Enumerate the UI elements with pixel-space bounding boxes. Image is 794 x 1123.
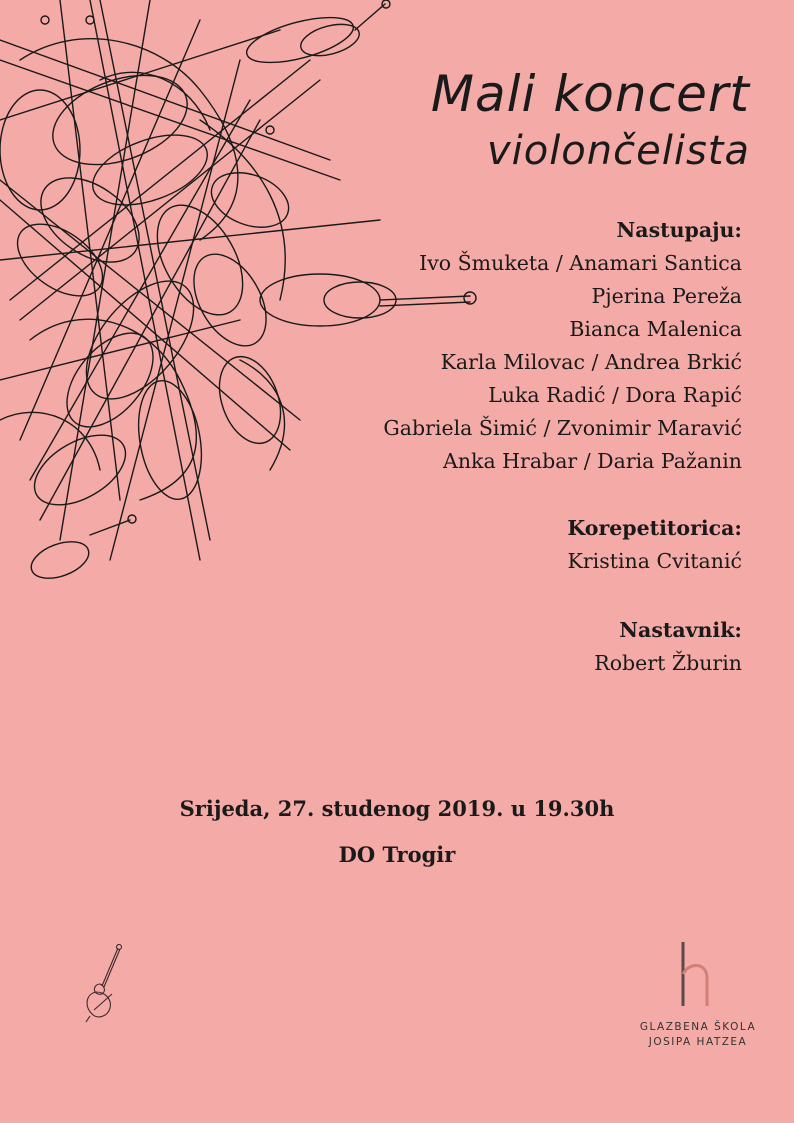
performer-name: Karla Milovac / Andrea Brkić [440,350,742,374]
teacher-name: Robert Žburin [594,651,742,675]
concert-title [431,62,750,176]
school-logo-h [673,940,723,1008]
teacher-section [594,614,742,680]
performer-name: Luka Radić / Dora Rapić [488,383,742,407]
title-line-1: Mali koncert [430,65,750,123]
teacher-heading: Nastavnik: [619,618,742,642]
performer-name: Pjerina Pereža [591,284,742,308]
title-line-2: violončelista [486,128,750,174]
accompanist-heading: Korepetitorica: [567,516,742,540]
school-name-line-1: GLAZBENA ŠKOLA [639,1021,757,1033]
performers-section [383,214,742,478]
performers-heading: Nastupaju: [616,218,742,242]
performer-name: Bianca Malenica [569,317,742,341]
event-datetime: Srijeda, 27. studenog 2019. u 19.30h [179,796,615,821]
performer-name: Ivo Šmuketa / Anamari Santica [419,251,742,275]
accompanist-name: Kristina Cvitanić [567,549,742,573]
event-venue: DO Trogir [338,842,456,867]
performer-name: Gabriela Šimić / Zvonimir Maravić [383,416,742,440]
school-logo [628,940,768,1050]
performer-name: Anka Hrabar / Daria Pažanin [443,449,742,473]
school-name-line-2: JOSIPA HATZEA [648,1036,748,1048]
accompanist-section [567,512,742,578]
small-cello-icon [78,944,128,1024]
